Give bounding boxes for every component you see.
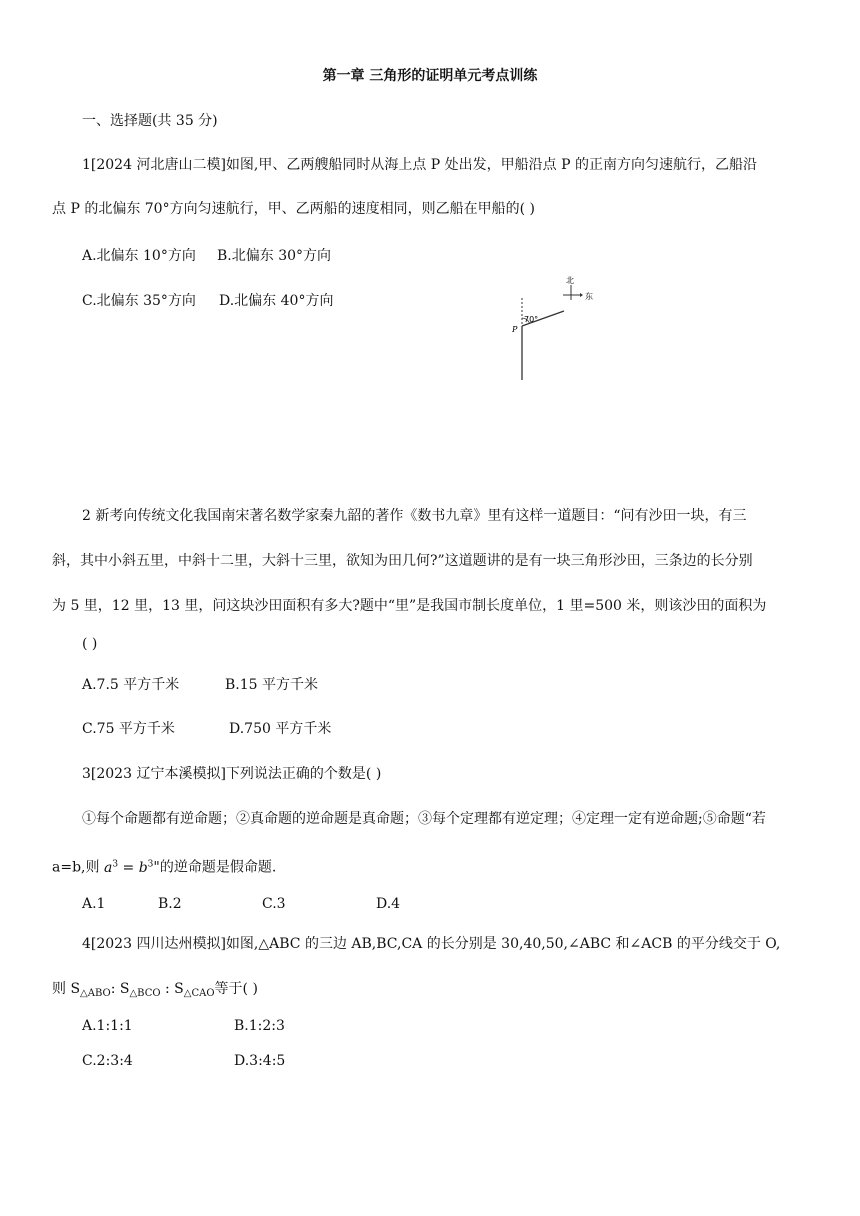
- q2-stem-line3: 为 5 里，12 里，13 里，问这块沙田面积有多大?题中“里”是我国市制长度单位，1 里=500 米，则该沙田的面积为: [52, 598, 767, 614]
- q4-stem-line1: 4[2023 四川达州模拟]如图,△ABC 的三边 AB,BC,CA 的长分别是 30,40,50,∠ABC 和∠ACB 的平分线交于 O,: [82, 936, 781, 952]
- formula-exp-b: 3: [147, 859, 154, 869]
- formula-equals: =: [118, 859, 139, 876]
- q4-line2-prefix: 则 S: [52, 981, 81, 997]
- compass-north-label: 北: [566, 276, 574, 285]
- q3-stem-line1: 3[2023 辽宁本溪模拟]下列说法正确的个数是( ): [82, 766, 382, 782]
- q3-option-d: D.4: [376, 896, 401, 912]
- q4-option-a: A.1:1:1: [82, 1018, 133, 1034]
- q4-option-d: D.3:4:5: [234, 1053, 286, 1069]
- q2-option-d: D.750 平方千米: [229, 721, 332, 737]
- q4-sub-bco: △BCO: [129, 988, 161, 999]
- q2-option-c: C.75 平方千米: [82, 721, 175, 737]
- q4-option-c: C.2:3:4: [82, 1053, 133, 1069]
- q3-option-c: C.3: [262, 896, 286, 912]
- section-heading: 一、选择题(共 35 分): [82, 113, 218, 129]
- q4-sep1: : S: [110, 981, 130, 997]
- angle-label: 70°: [524, 315, 539, 324]
- q4-line2-suffix: 等于( ): [214, 981, 258, 997]
- q3-stem-line2: ①每个命题都有逆命题；②真命题的逆命题是真命题；③每个定理都有逆定理；④定理一定有逆命题;⑤命题“若: [82, 811, 766, 827]
- q1-stem-line2: 点 P 的北偏东 70°方向匀速航行，甲、乙两船的速度相同，则乙船在甲船的( ): [52, 201, 535, 217]
- q3-option-b: B.2: [158, 896, 182, 912]
- q3-stem-line3: [52, 854, 276, 878]
- q3-line3-prefix: a=b,则: [52, 859, 104, 876]
- q3-option-a: A.1: [82, 896, 106, 912]
- compass-arrow-icon: [580, 293, 583, 297]
- q1-option-a: A.北偏东 10°方向: [82, 248, 196, 264]
- q2-stem-line2: 斜，其中小斜五里，中斜十二里，大斜十三里，欲知为田几何?”这道题讲的是有一块三角形沙田，三条边的长分别: [52, 553, 753, 569]
- page-title: 第一章 三角形的证明单元考点训练: [322, 68, 538, 84]
- q1-option-b: B.北偏东 30°方向: [217, 248, 332, 264]
- compass-east-label: 东: [585, 292, 593, 301]
- q3-formula: [104, 860, 153, 876]
- formula-a: a: [103, 859, 113, 876]
- q4-sub-cao: △CAO: [183, 988, 215, 999]
- q2-stem-line1: 2 新考向传统文化我国南宋著名数学家秦九韶的著作《数书九章》里有这样一道题目：“问有沙田一块，有三: [82, 508, 747, 524]
- q4-sep2: : S: [160, 981, 184, 997]
- q1-option-d: D.北偏东 40°方向: [219, 293, 334, 309]
- q4-sub-abo: △ABO: [80, 988, 111, 999]
- q1-stem-line1: 1[2024 河北唐山二模]如图,甲、乙两艘船同时从海上点 P 处出发，甲船沿点 P 的正南方向匀速航行，乙船沿: [82, 157, 757, 173]
- point-p-label: P: [512, 325, 518, 334]
- q2-option-b: B.15 平方千米: [225, 677, 319, 693]
- q1-direction-figure: [500, 268, 620, 388]
- q2-option-a: A.7.5 平方千米: [82, 677, 180, 693]
- formula-exp-a: 3: [112, 859, 119, 869]
- q2-answer-paren: ( ): [82, 636, 98, 652]
- q1-option-c: C.北偏东 35°方向: [82, 293, 196, 309]
- q3-line3-suffix: "的逆命题是假命题.: [153, 859, 277, 876]
- q4-option-b: B.1:2:3: [234, 1018, 285, 1034]
- formula-b: b: [138, 859, 148, 876]
- q4-stem-line2: [52, 979, 258, 1004]
